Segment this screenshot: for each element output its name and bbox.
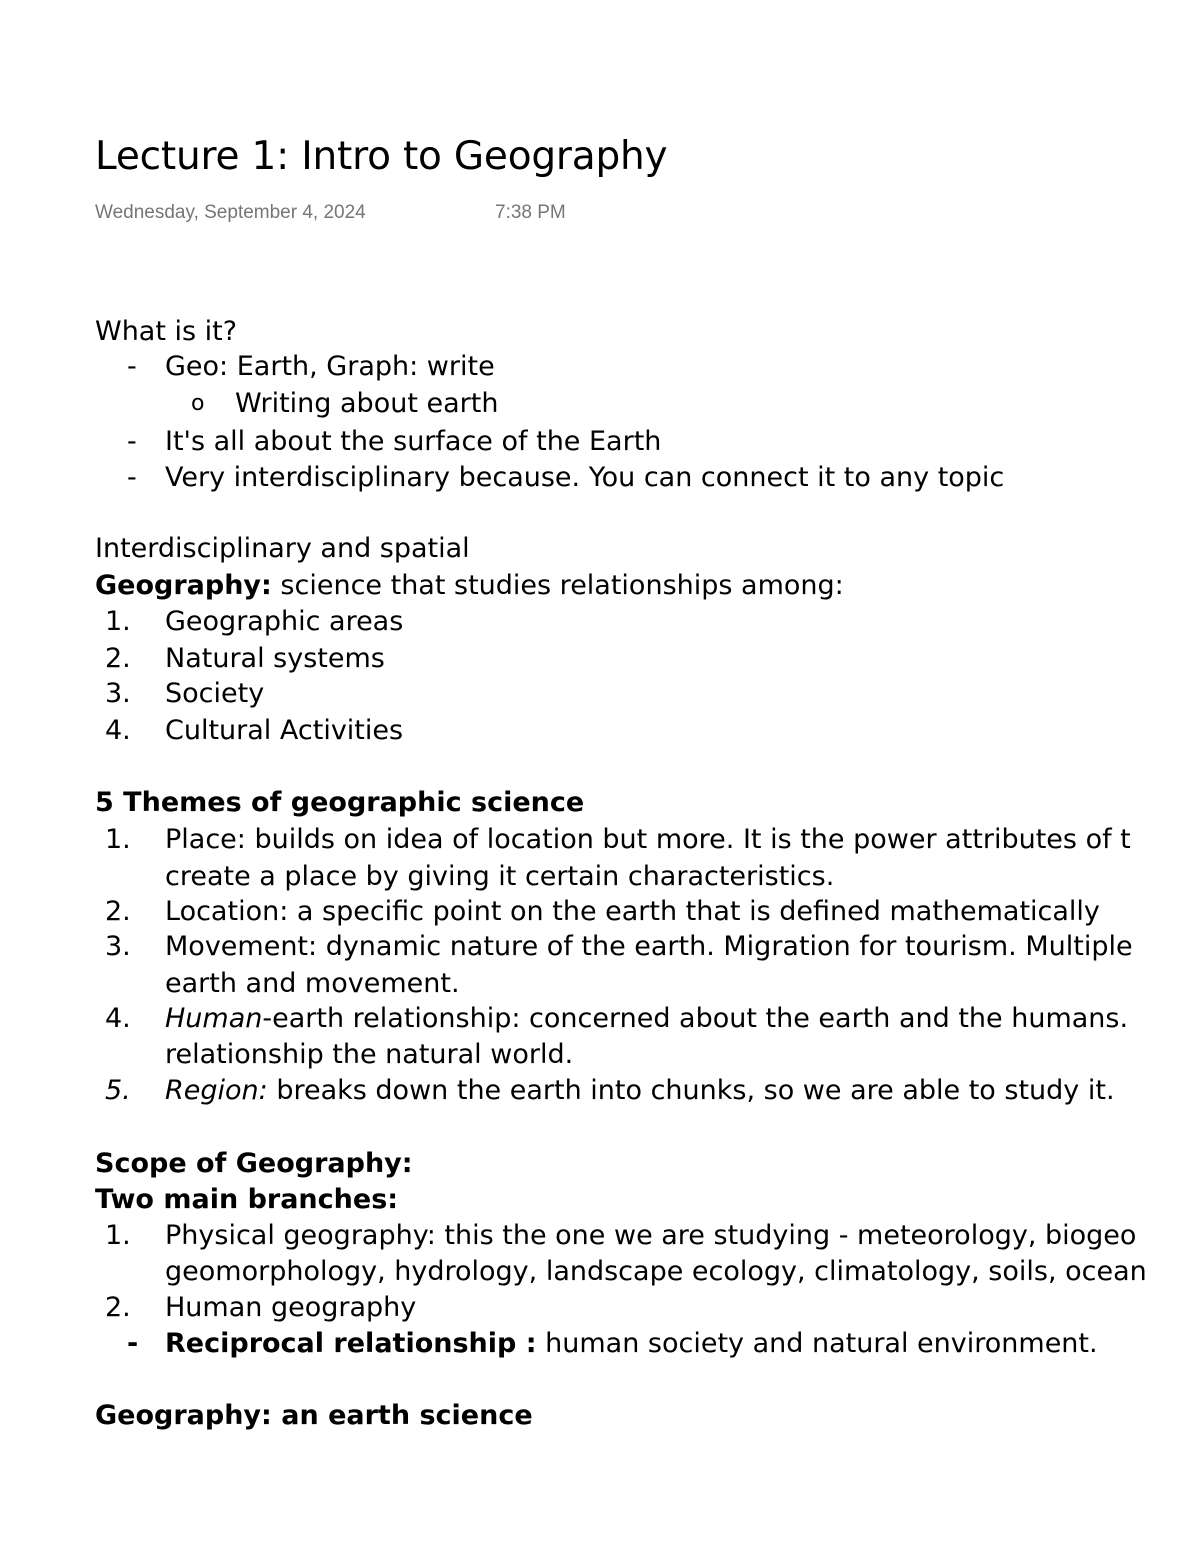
- definition-line: Geography: science that studies relationships among:: [95, 570, 844, 601]
- dash-marker: -: [127, 426, 137, 457]
- number-marker: 1.: [105, 1220, 131, 1251]
- page-title: Lecture 1: Intro to Geography: [95, 134, 668, 179]
- number-marker: 5.: [105, 1075, 131, 1106]
- note-time: 7:38 PM: [495, 202, 566, 223]
- list-item-continuation: geomorphology, hydrology, landscape ecology, climatology, soils, ocean: [165, 1256, 1147, 1287]
- list-item: 1. Physical geography: this the one we are studying - meteorology, biogeo: [95, 1218, 1200, 1254]
- number-marker: 3.: [105, 931, 131, 962]
- number-marker: 1.: [105, 824, 131, 855]
- number-marker: 2.: [105, 643, 131, 674]
- list-item: 4. Human-earth relationship: concerned about the earth and the humans.: [95, 1001, 1200, 1037]
- number-marker: 3.: [105, 678, 131, 709]
- list-item: 3. Movement: dynamic nature of the earth. Migration for tourism. Multiple: [95, 929, 1200, 965]
- number-marker: 1.: [105, 606, 131, 637]
- list-item: 3. Society: [95, 676, 1200, 712]
- section-heading-earth-science: Geography: an earth science: [95, 1400, 533, 1431]
- bullet-item: - It's all about the surface of the Earth: [95, 424, 1200, 460]
- list-item: 4. Cultural Activities: [95, 713, 1200, 749]
- section-heading-what-is-it: What is it?: [95, 316, 238, 347]
- definition-intro: Interdisciplinary and spatial: [95, 533, 470, 564]
- dash-marker: -: [127, 1328, 139, 1359]
- list-item: 1. Place: builds on idea of location but more. It is the power attributes of t: [95, 822, 1200, 858]
- definition-term: Geography:: [95, 570, 272, 601]
- bullet-item: - Very interdisciplinary because. You can connect it to any topic: [95, 460, 1200, 496]
- reciprocal-term: Reciprocal relationship :: [165, 1328, 537, 1359]
- number-marker: 4.: [105, 1003, 131, 1034]
- list-item-continuation: earth and movement.: [165, 968, 460, 999]
- list-item-continuation: create a place by giving it certain characteristics.: [165, 861, 835, 892]
- note-date: Wednesday, September 4, 2024: [95, 202, 366, 223]
- section-heading-scope: Scope of Geography:: [95, 1148, 413, 1179]
- number-marker: 2.: [105, 896, 131, 927]
- list-item: 5. Region: breaks down the earth into chunks, so we are able to study it.: [95, 1073, 1200, 1109]
- dash-marker: -: [127, 351, 137, 382]
- circle-bullet-icon: o: [191, 391, 205, 416]
- number-marker: 2.: [105, 1292, 131, 1323]
- sub-bullet-item: o Writing about earth: [95, 386, 1200, 422]
- section-subheading-branches: Two main branches:: [95, 1184, 399, 1215]
- list-item: 2. Location: a specific point on the earth that is defined mathematically: [95, 894, 1200, 930]
- number-marker: 4.: [105, 715, 131, 746]
- bullet-item: - Reciprocal relationship : human society and natural environment.: [95, 1326, 1200, 1362]
- dash-marker: -: [127, 462, 137, 493]
- list-item: 2. Human geography: [95, 1290, 1200, 1326]
- list-item-continuation: relationship the natural world.: [165, 1039, 574, 1070]
- section-heading-themes: 5 Themes of geographic science: [95, 787, 585, 818]
- list-item: 1. Geographic areas: [95, 604, 1200, 640]
- list-item: 2. Natural systems: [95, 641, 1200, 677]
- bullet-item: - Geo: Earth, Graph: write: [95, 349, 1200, 385]
